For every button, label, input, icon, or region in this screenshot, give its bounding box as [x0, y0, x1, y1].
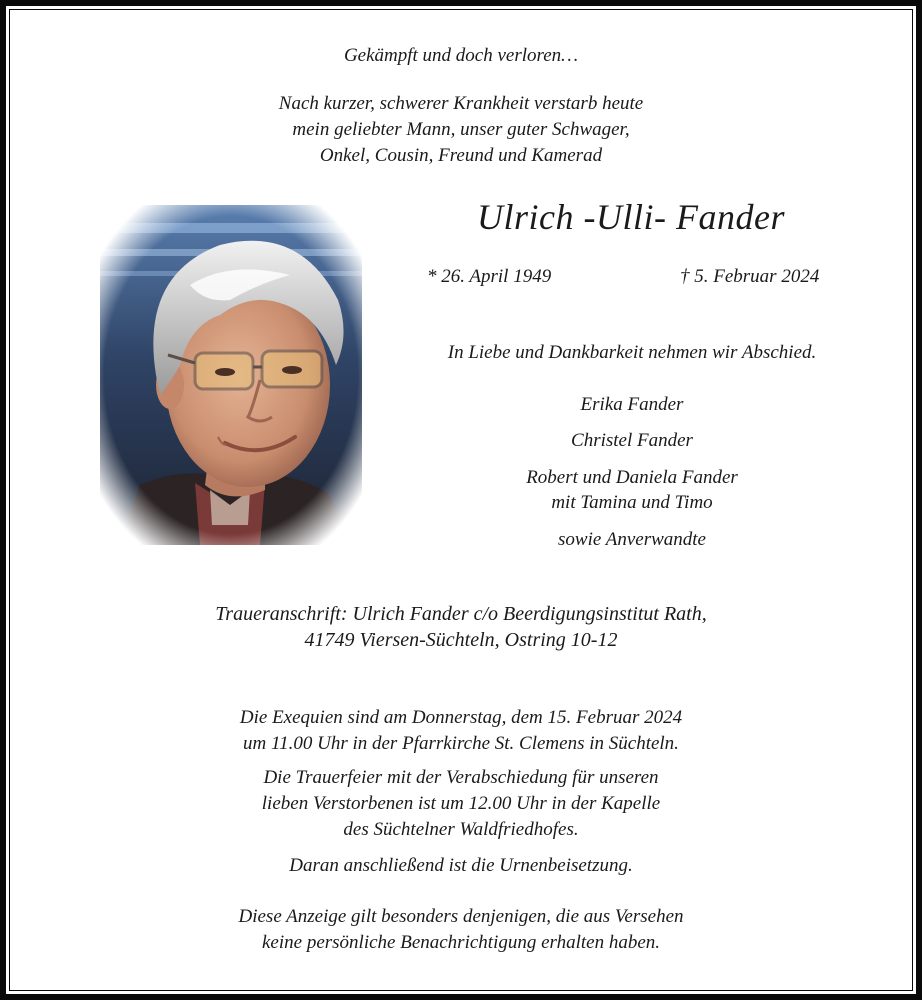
ceremony-line-3: des Süchtelner Waldfriedhofes.	[343, 819, 579, 840]
farewell-text: In Liebe und Dankbarkeit nehmen wir Abschied.	[447, 342, 817, 363]
motto: Gekämpft und doch verloren…	[343, 45, 579, 66]
deceased-name: Ulrich -Ulli- Fander	[477, 197, 785, 237]
birth-date: * 26. April 1949	[427, 266, 552, 287]
mourner-3-line-1: Robert und Daniela Fander	[526, 467, 738, 488]
mourner-2: Christel Fander	[571, 430, 693, 451]
service-line-2: um 11.00 Uhr in der Pfarrkirche St. Clemens in Süchteln.	[243, 733, 679, 754]
ceremony-line-1: Die Trauerfeier mit der Verabschiedung für unseren	[263, 767, 659, 788]
intro-line-1: Nach kurzer, schwerer Krankheit verstarb heute	[278, 93, 644, 114]
portrait-photo	[100, 205, 362, 545]
urn-burial-text: Daran anschließend ist die Urnenbeisetzung.	[289, 855, 633, 876]
intro-line-3: Onkel, Cousin, Freund und Kamerad	[319, 145, 603, 166]
intro-line-2: mein geliebter Mann, unser guter Schwager,	[292, 119, 630, 140]
ceremony-line-2: lieben Verstorbenen ist um 12.00 Uhr in der Kapelle	[261, 793, 661, 814]
mourner-4: sowie Anverwandte	[558, 529, 706, 550]
mourner-3-line-2: mit Tamina und Timo	[551, 492, 713, 513]
notice-line-2: keine persönliche Benachrichtigung erhalten haben.	[261, 932, 661, 953]
service-line-1: Die Exequien sind am Donnerstag, dem 15. Februar 2024	[239, 707, 683, 728]
address-line-1: Traueranschrift: Ulrich Fander c/o Beerdigungsinstitut Rath,	[215, 603, 707, 625]
notice-line-1: Diese Anzeige gilt besonders denjenigen, die aus Versehen	[238, 906, 684, 927]
address-line-2: 41749 Viersen-Süchteln, Ostring 10-12	[304, 629, 618, 651]
death-date: † 5. Februar 2024	[680, 266, 820, 287]
mourner-1: Erika Fander	[580, 394, 684, 415]
